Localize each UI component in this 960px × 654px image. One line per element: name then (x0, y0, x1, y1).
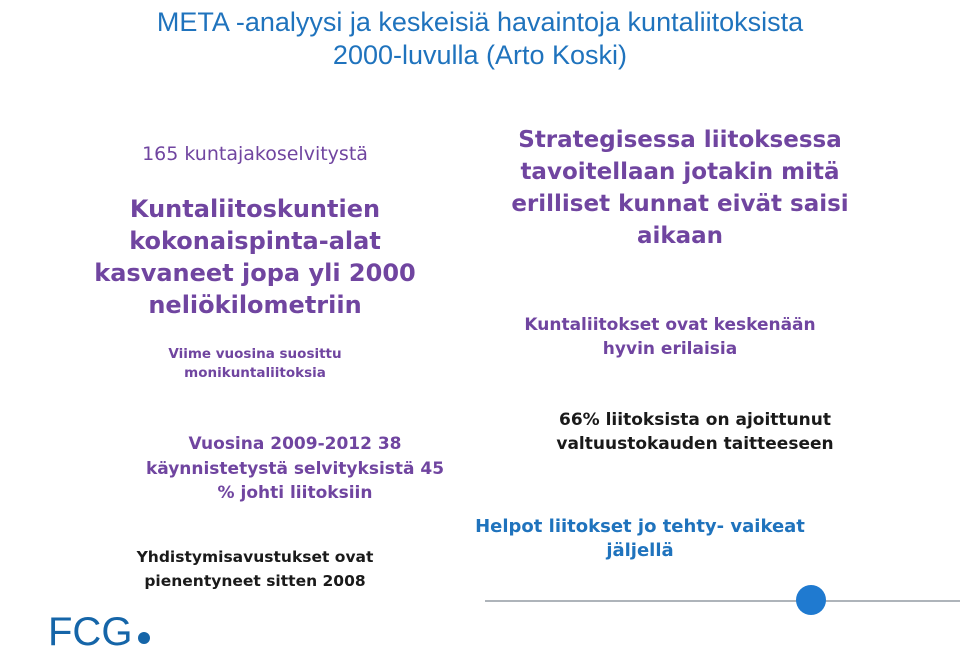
decorative-circle-icon (796, 585, 826, 615)
easy-line-2: jäljellä (606, 540, 674, 561)
area-growth-text (60, 193, 450, 321)
easy-mergers-text (420, 515, 860, 563)
timing-line-1: 66% liitoksista on ajoittunut (559, 410, 831, 430)
timing-line-2: valtuustokauden taitteeseen (556, 434, 834, 454)
title-line-1: META -analyysi ja keskeisiä havaintoja kuntaliitoksista (156, 7, 804, 37)
logo-dot-icon (138, 632, 150, 644)
area-line-2: kokonaispinta-alat (129, 227, 381, 255)
years-line-1: Vuosina 2009-2012 38 (188, 434, 402, 454)
count-line: 165 kuntajakoselvitystä (142, 143, 368, 165)
easy-line-1: Helpot liitokset jo tehty- vaikeat (475, 516, 805, 537)
area-line-3: kasvaneet jopa yli 2000 (94, 259, 416, 287)
years-line-2: käynnistetystä selvityksistä 45 (145, 458, 445, 479)
recent-popular-text (60, 345, 450, 383)
grants-text (60, 545, 450, 593)
strategic-line-2: tavoitellaan jotakin mitä (520, 159, 840, 185)
strategic-merger-text (465, 124, 895, 252)
slide-title (0, 6, 960, 72)
different-line-1: Kuntaliitokset ovat keskenään (524, 315, 816, 335)
different-line-2: hyvin erilaisia (602, 339, 738, 359)
title-line-2: 2000-luvulla (Arto Koski) (332, 40, 628, 70)
area-line-1: Kuntaliitoskuntien (129, 195, 381, 223)
years-statistic-text (85, 432, 505, 506)
recent-line-1: Viime vuosina suosittu (168, 346, 342, 362)
selvitykset-count-text (60, 142, 450, 166)
strategic-line-3: erilliset kunnat eivät saisi (511, 191, 849, 217)
fcg-logo: FCG (48, 610, 133, 654)
mergers-differ-text (455, 313, 885, 361)
grants-line-2: pienentyneet sitten 2008 (144, 572, 366, 590)
area-line-4: neliökilometriin (148, 291, 362, 319)
years-line-3: % johti liitoksiin (217, 483, 373, 503)
strategic-line-1: Strategisessa liitoksessa (518, 127, 842, 153)
recent-line-2: monikuntaliitoksia (184, 365, 326, 381)
decorative-divider (485, 600, 960, 602)
strategic-line-4: aikaan (636, 223, 724, 249)
timing-statistic-text (485, 408, 905, 456)
grants-line-1: Yhdistymisavustukset ovat (136, 548, 374, 566)
